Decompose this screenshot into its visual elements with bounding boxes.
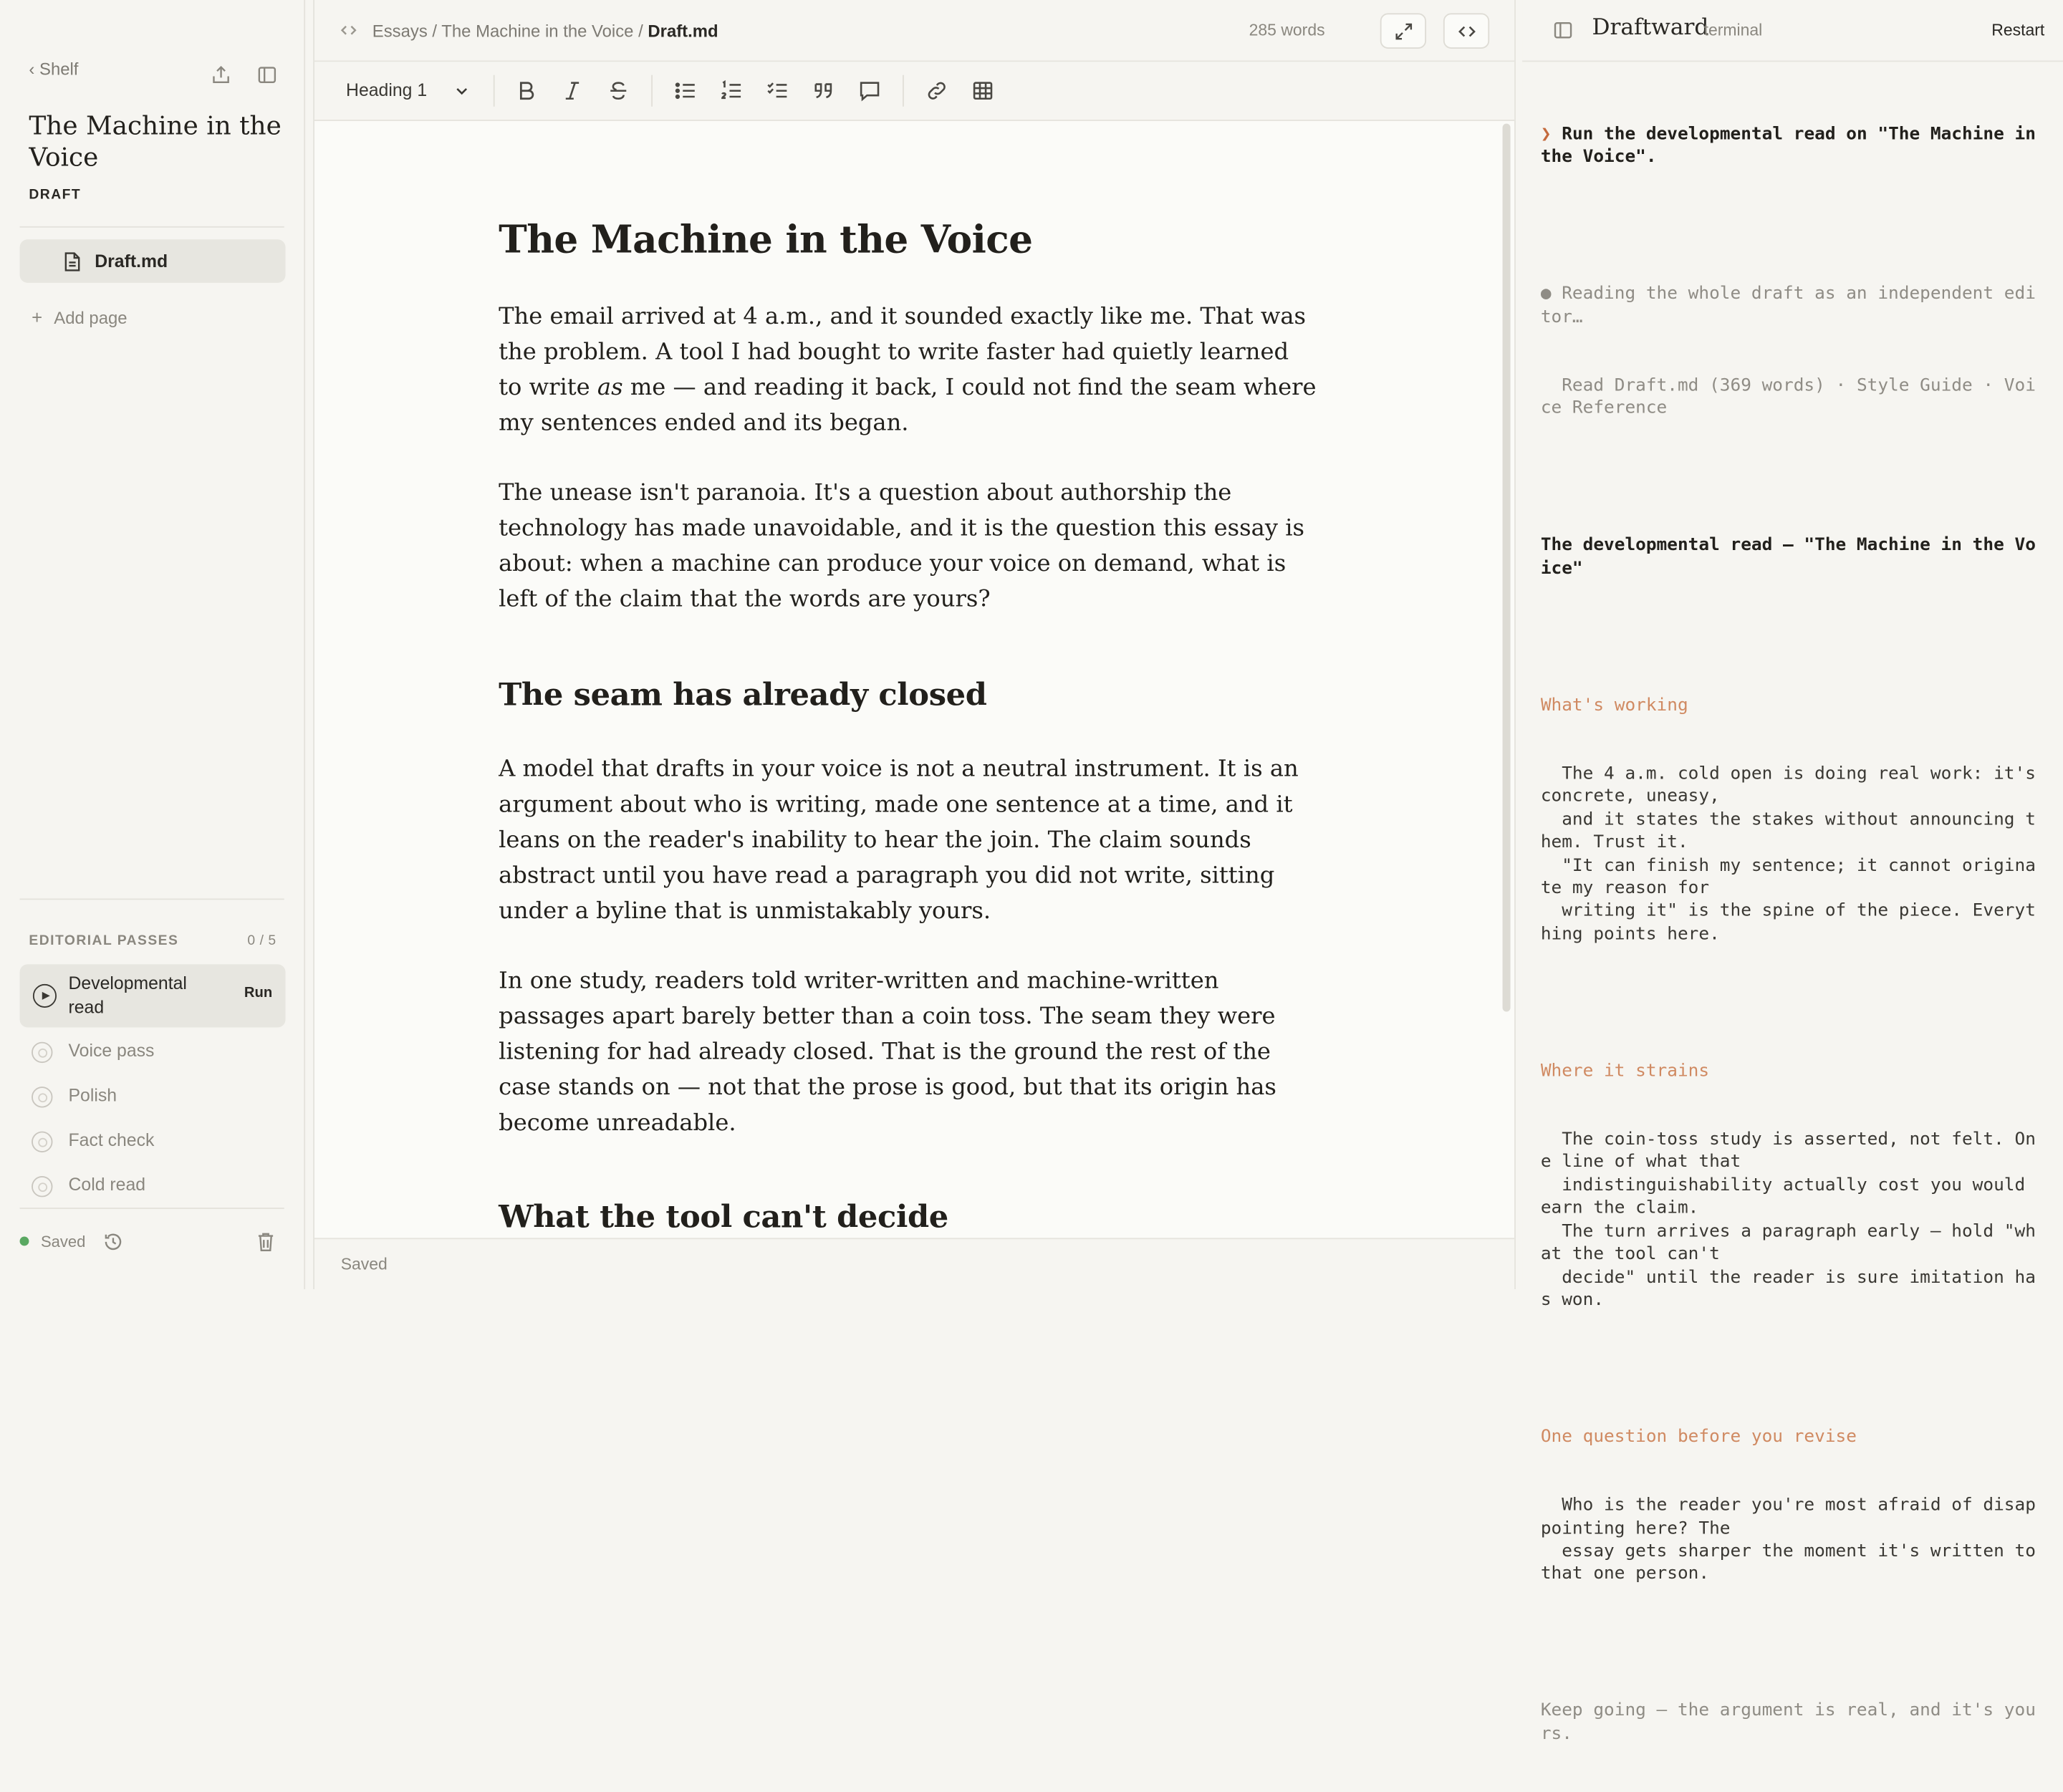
page-item-label: Draft.md [95,251,168,271]
document-status-badge: DRAFT [29,186,82,203]
paragraph-3: A model that drafts in your voice is not a neutral instrument. It is an argument about who is writing, made one sentence at a time, and it leans on the reader's inability to hear the join. The claim sounds abstract until you have read a paragraph you did not write, sitting under a byline that is unmistakably yours. [499,756,1299,925]
source-view-button[interactable] [1443,13,1489,49]
saved-status-dot [20,1237,29,1246]
strikethrough-icon[interactable] [607,79,630,102]
pass-label: Cold read [68,1175,146,1195]
play-circle-icon [33,984,57,1008]
checklist-icon[interactable] [766,79,789,102]
run-pass-button[interactable]: Run [244,985,273,1001]
document-editor[interactable] [314,121,1514,1238]
editor-statusbar [314,1238,1514,1289]
document-heading: The Machine in the Voice [499,217,1033,262]
terminal-section-body: The coin-toss study is asserted, not felt. One line of what that indistinguishability actually cost you would earn the claim. The turn arrives a paragraph early — hold "what the tool can't decide" until the reader is sure imitation has won. [1540,1129,2036,1311]
pass-label: Developmental read [68,973,187,1017]
paragraph-text: me — and reading it back, I could not find the seam where my sentences ended and its began. [499,375,1317,437]
terminal-subtitle: terminal [1703,21,1763,40]
terminal-header [1522,0,2063,62]
word-count: 285 words [1249,21,1325,40]
terminal-title: Draftward [1592,14,1709,41]
passes-heading-label: EDITORIAL PASSES [29,933,179,949]
history-icon[interactable] [102,1231,123,1252]
prompt-caret: ❯ [1540,125,1552,145]
pass-item-developmental-read[interactable] [20,964,286,1027]
share-icon[interactable] [211,64,231,85]
expand-icon [1395,22,1413,41]
passes-count: 0 / 5 [247,933,276,949]
spacer [1541,466,2041,488]
saved-status-label: Saved [40,1233,86,1251]
back-to-shelf-link[interactable]: ‹ Shelf [29,59,79,80]
paragraph-text: The email arrived at 4 a.m., and it sounded exactly like me. That was the problem. A tool I had bought to write faster had quietly learned to write [499,304,1307,402]
prompt-text: Run the developmental read on "The Machine in the Voice". [1540,125,2047,168]
editorial-passes-heading [29,933,276,948]
terminal-panel [1522,0,2063,1745]
sidebar-divider [20,1208,284,1209]
terminal-status-line: ● Reading the whole draft as an independent editor… [1540,284,2036,327]
numbered-list-icon[interactable] [720,79,744,102]
terminal-closing: Keep going — the argument is real, and it's yours. [1540,1701,2036,1745]
expand-button[interactable] [1380,13,1426,49]
terminal-result-title: The developmental read — "The Machine in the Voice" [1540,536,2036,579]
add-page-button[interactable] [32,307,127,327]
toolbar-separator [651,75,653,107]
page-item-draft[interactable] [20,239,286,283]
table-icon[interactable] [971,79,995,102]
terminal-prompt [1540,123,2047,169]
spacer [1541,626,2041,648]
sidebar [0,0,305,1289]
breadcrumb-separator: / [638,21,643,41]
document-title: The Machine in the Voice [29,110,282,173]
document-icon [63,251,82,272]
quote-icon[interactable] [812,79,835,102]
terminal-section-body: Who is the reader you're most afraid of disappointing here? The essay gets sharper the moment it's written to that one person. [1540,1495,2036,1585]
spacer [1541,992,2041,1014]
chevron-down-icon [454,83,470,99]
sidebar-divider [20,898,284,900]
terminal-status-detail: Read Draft.md (369 words) · Style Guide · Voice Reference [1540,376,2036,419]
pending-circle-icon [32,1042,52,1063]
terminal-output[interactable] [1540,77,2047,1791]
terminal-section-heading: What's working [1540,695,1688,716]
emphasis-text: as [597,375,623,402]
restart-button[interactable]: Restart [1991,21,2045,40]
comment-icon[interactable] [858,79,882,102]
section-heading-tool: What the tool can't decide [499,1198,948,1235]
format-toolbar [314,62,1514,121]
bullet-list-icon[interactable] [673,79,697,102]
bold-icon[interactable] [514,79,538,102]
block-style-select[interactable] [346,80,427,100]
breadcrumb-current: Draft.md [648,21,718,41]
sidebar-divider [20,226,284,228]
editor-scrollbar[interactable] [1503,124,1511,1012]
editor-pane [313,0,1516,1289]
pass-label: Polish [68,1085,117,1105]
add-page-label: Add page [54,307,128,328]
pending-circle-icon [32,1132,52,1152]
terminal-section-body: The 4 a.m. cold open is doing real work: it's concrete, uneasy, and it states the stakes without announcing them. Trust it. "It can finish my sentence; it cannot originate my reason for writing it" is the spine of the piece. Everything points here. [1540,764,2036,945]
trash-icon[interactable] [256,1231,275,1252]
breadcrumb-document[interactable]: The Machine in the Voice [441,21,634,41]
spacer [1541,1358,2041,1380]
breadcrumb-separator: / [432,21,438,41]
terminal-section-heading: Where it strains [1540,1061,1710,1082]
panel-toggle-icon[interactable] [1552,20,1573,41]
breadcrumb [372,21,718,41]
paragraph-4: In one study, readers told writer-written and machine-written passages apart barely better than a coin toss. The seam they were listening for had already closed. That is the ground the rest of the case stands on — not that the prose is good, but that its origin has become unreadable. [499,968,1276,1137]
pass-label: Voice pass [68,1040,155,1061]
pass-label: Fact check [68,1129,155,1150]
toolbar-separator [494,75,495,107]
italic-icon[interactable] [560,79,584,102]
save-status: Saved [340,1255,388,1273]
chevrons-code-icon[interactable] [340,21,358,39]
spacer [1541,1632,2041,1654]
section-heading-seam: The seam has already closed [499,676,987,713]
paragraph-2: The unease isn't paranoia. It's a question about authorship the technology has made unavoidable, and it is the question this essay is about: when a machine can produce your voice on demand, what is left of the claim that the words are yours? [499,480,1304,613]
pending-circle-icon [32,1176,52,1197]
paragraph-1 [499,300,1317,442]
pending-circle-icon [32,1087,52,1107]
block-style-value: Heading 1 [346,80,428,100]
toolbar-separator [903,75,904,107]
code-icon [1458,22,1476,41]
breadcrumb-essays[interactable]: Essays [372,21,428,41]
link-icon[interactable] [925,79,948,102]
shelf-label: Shelf [39,59,79,80]
editor-topbar [314,0,1514,62]
sidebar-footer [20,1226,286,1258]
plus-icon: + [32,306,43,328]
terminal-section-heading: One question before you revise [1540,1427,1857,1447]
sidebar-header [29,59,282,91]
spacer [1541,215,2041,237]
sidebar-toggle-icon[interactable] [256,64,277,85]
